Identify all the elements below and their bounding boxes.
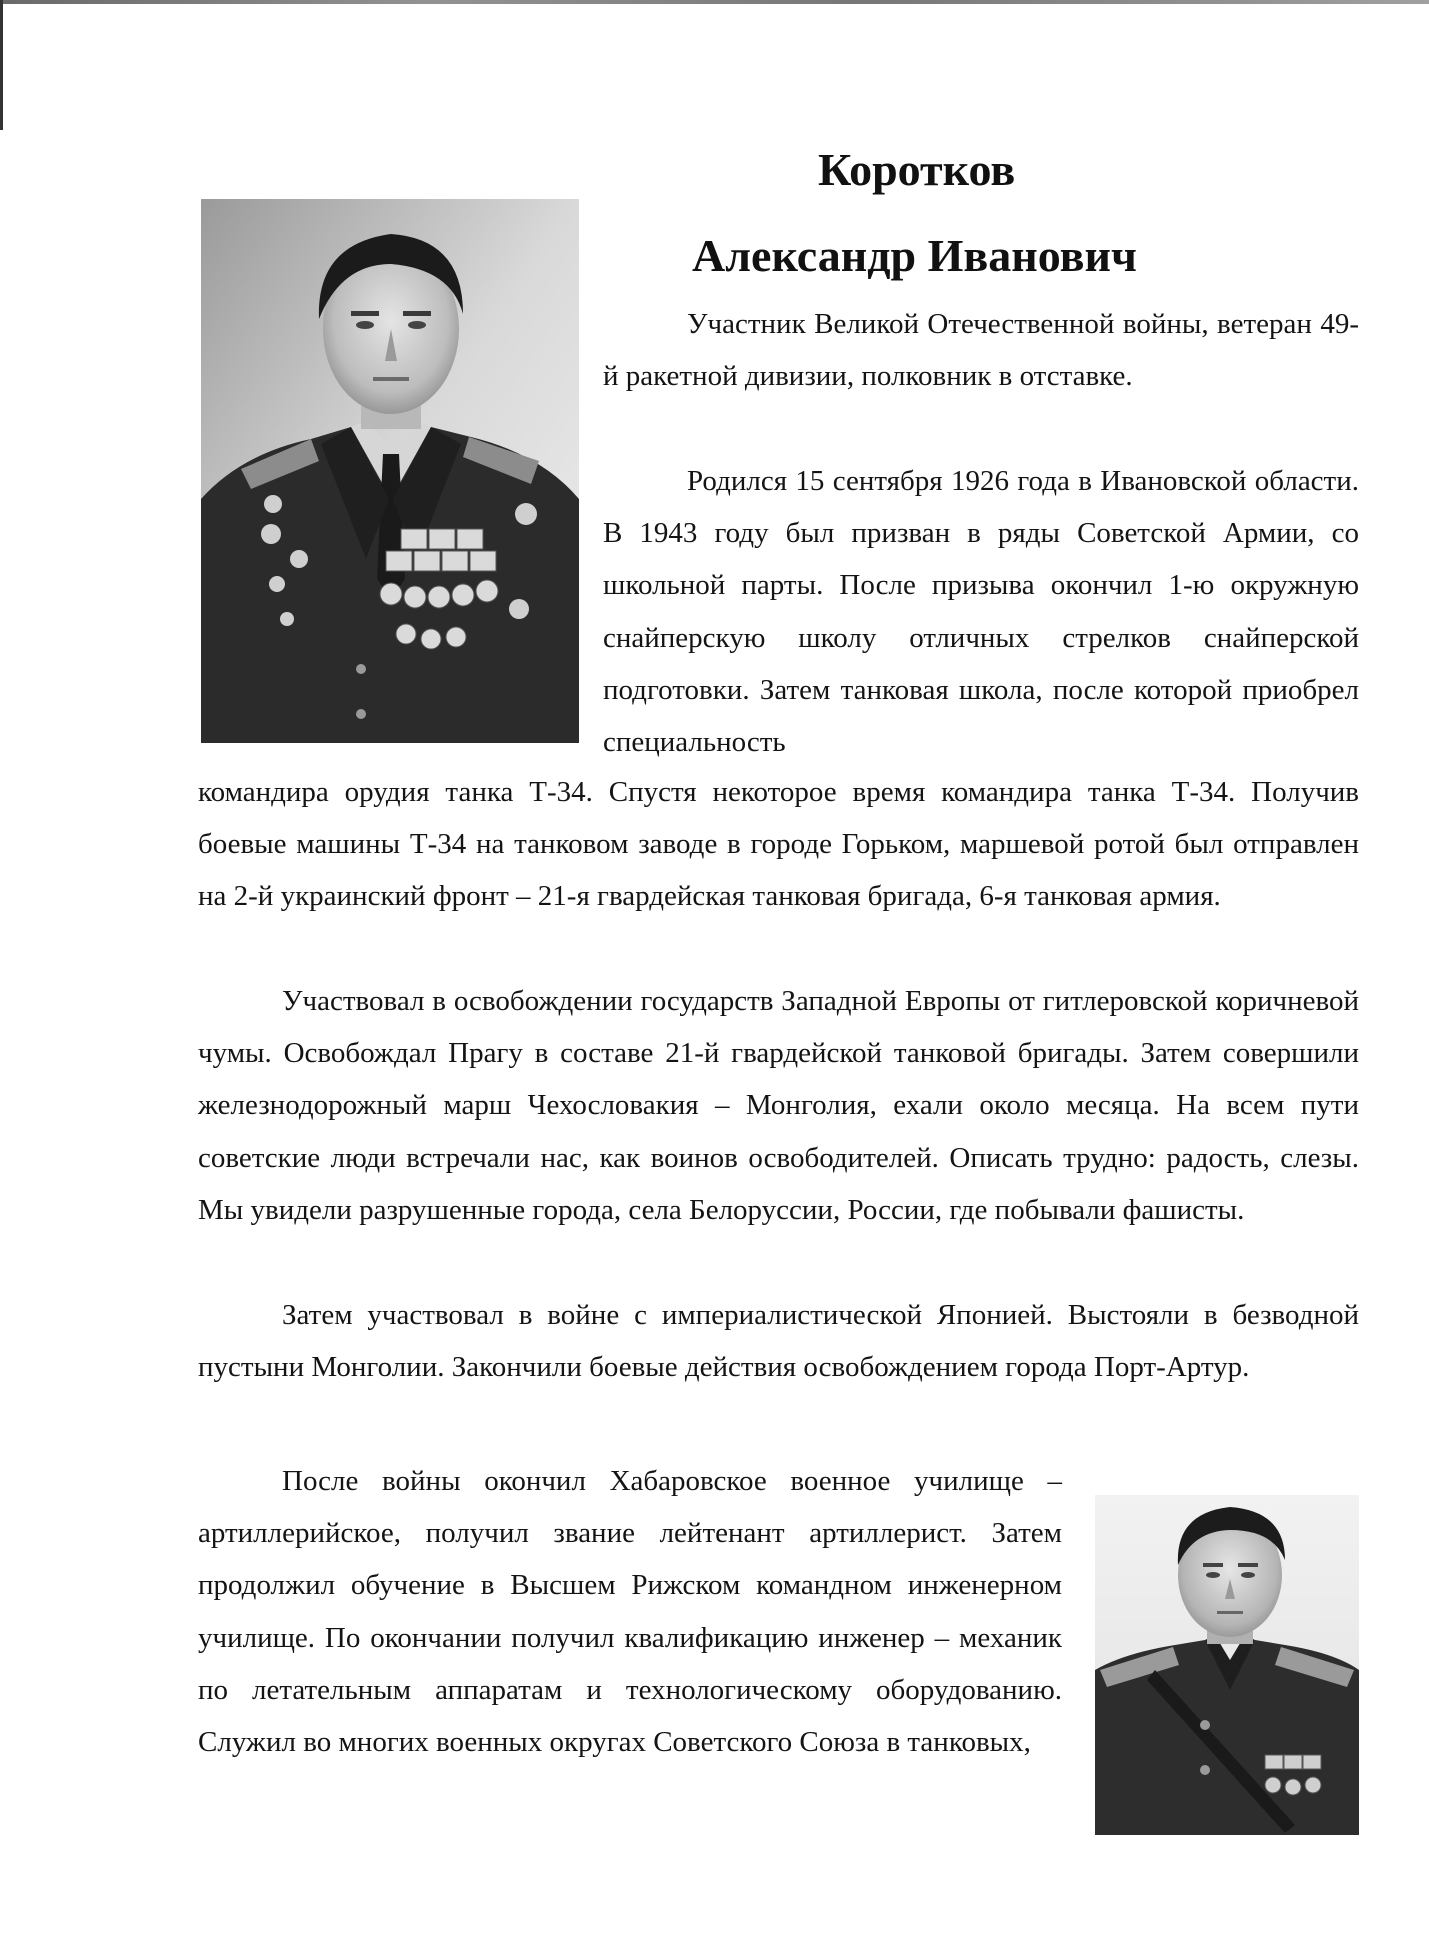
title-given-names: Александр Иванович — [692, 230, 1137, 281]
paragraph-intro — [603, 298, 1359, 402]
paragraph-intro-text: Участник Великой Отечественной войны, ветеран 49-й ракетной дивизии, полковник в отставке. — [603, 308, 1359, 393]
portrait-photo-older — [201, 199, 579, 743]
paragraph-birth — [603, 455, 1359, 768]
paragraph-postwar — [198, 1455, 1062, 1768]
paragraph-postwar-text: После войны окончил Хабаровское военное училище – артиллерийское, получил звание лейтенант артиллерист. Затем продолжил обучение в Высшем Рижском командном инженерном училище. По окончании получил квалификацию инженер – механик по летательным аппаратам и технологическому оборудованию. Служил во многих военных округах Советского Союза в танковых, — [198, 1465, 1062, 1759]
paragraph-japan-text: Затем участвовал в войне с империалистической Японией. Выстояли в безводной пустыни Монголии. Закончили боевые действия освобождением города Порт-Артур. — [198, 1299, 1359, 1384]
paragraph-liberation — [198, 975, 1359, 1236]
paragraph-birth-text: Родился 15 сентября 1926 года в Ивановской области. В 1943 году был призван в ряды Советской Армии, со школьной парты. После призыва окончил 1-ю окружную снайперскую школу отличных стрелков снайперской подготовки. Затем танковая школа, после которой приобрел специальность — [603, 465, 1359, 759]
paragraph-birth-continued — [198, 766, 1359, 923]
paragraph-liberation-text: Участвовал в освобождении государств Западной Европы от гитлеровской коричневой чумы. Освобождал Прагу в составе 21-й гвардейской танковой бригады. Затем совершили железнодорожный марш Чехословакия – Монголия, ехали около месяца. На всем пути советские люди встречали нас, как воинов освободителей. Описать трудно: радость, слезы. Мы увидели разрушенные города, села Белоруссии, России, где побывали фашисты. — [198, 985, 1359, 1226]
title-surname: Коротков — [818, 144, 1016, 195]
portrait-photo-young — [1095, 1495, 1359, 1835]
paragraph-japan — [198, 1289, 1359, 1393]
paragraph-birth-continued-text: командира орудия танка Т-34. Спустя некоторое время командира танка Т-34. Получив боевые машины Т-34 на танковом заводе в городе Горьком, маршевой ротой был отправлен на 2-й украинский фронт – 21-я гвардейская танковая бригада, 6-я танковая армия. — [198, 776, 1359, 913]
